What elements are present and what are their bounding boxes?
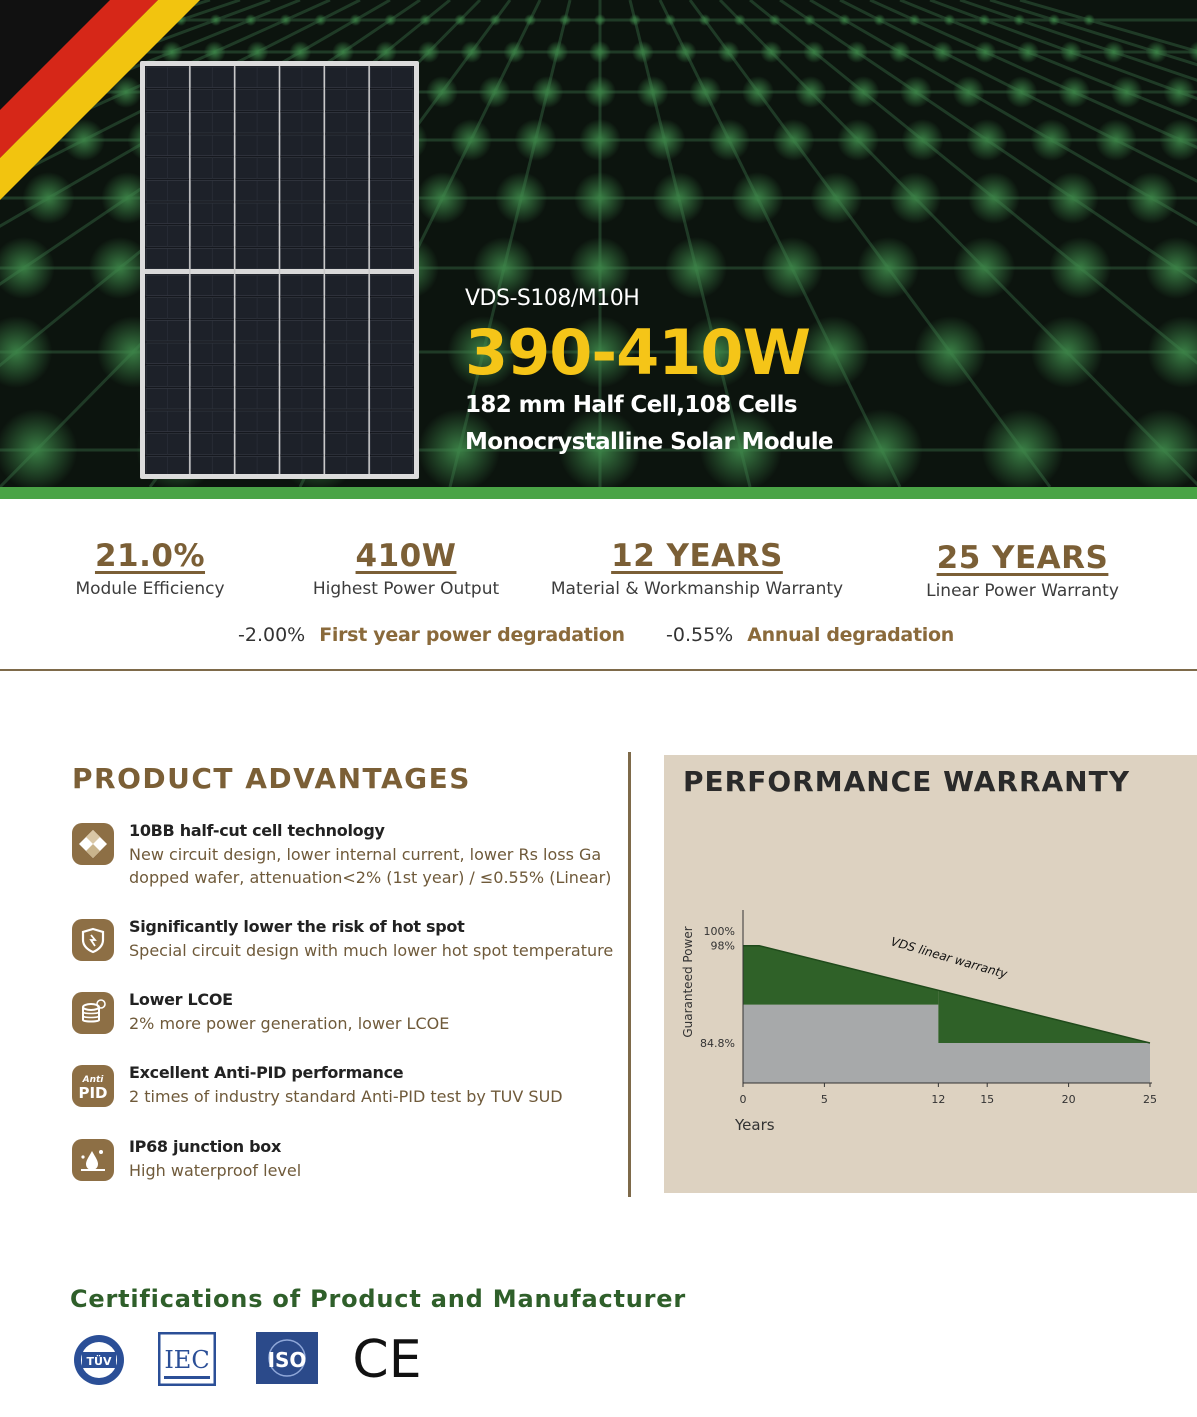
shield-icon bbox=[72, 919, 114, 961]
anti-pid-icon-text-bottom: PID bbox=[78, 1084, 108, 1102]
stat-value: 21.0% bbox=[94, 538, 206, 574]
stat-material-warranty bbox=[540, 536, 854, 602]
column-divider bbox=[628, 752, 631, 1197]
stat-label: Material & Workmanship Warranty bbox=[550, 579, 844, 599]
y-tick-label: 84.8% bbox=[700, 1037, 735, 1050]
x-tick-label: 15 bbox=[980, 1093, 995, 1106]
iso-icon bbox=[256, 1332, 318, 1384]
advantage-description: 2 times of industry standard Anti-PID test by TUV SUD bbox=[129, 1087, 563, 1106]
advantage-title: Lower LCOE bbox=[129, 990, 233, 1009]
ce-logo-text: CE bbox=[352, 1332, 422, 1384]
x-tick-label: 25 bbox=[1143, 1093, 1157, 1106]
iec-logo-text: IEC bbox=[164, 1346, 210, 1374]
advantage-title: 10BB half-cut cell technology bbox=[129, 821, 385, 840]
ce-icon bbox=[350, 1332, 424, 1384]
stat-power-warranty bbox=[910, 538, 1135, 604]
degradation-value: -2.00% bbox=[238, 624, 306, 646]
advantage-title: Excellent Anti-PID performance bbox=[129, 1063, 404, 1082]
anti-pid-icon-text-top: Anti bbox=[82, 1075, 104, 1085]
annual-degradation bbox=[666, 624, 954, 646]
advantage-description: New circuit design, lower internal current, lower Rs loss Ga dopped wafer, attenuation<2% (1st year) / ≤0.55% (Linear) bbox=[129, 845, 612, 887]
chart-xlabel: Years bbox=[735, 1116, 775, 1134]
x-tick-label: 5 bbox=[820, 1093, 828, 1106]
model-number: VDS-S108/M10H bbox=[465, 286, 640, 311]
chart-annotation: VDS linear warranty bbox=[889, 934, 1009, 982]
hero-banner bbox=[0, 0, 1197, 487]
y-tick-label: 98% bbox=[710, 939, 735, 953]
degradation-value: -0.55% bbox=[666, 624, 734, 646]
x-tick-label: 20 bbox=[1061, 1093, 1076, 1106]
x-tick-label: 0 bbox=[739, 1093, 747, 1106]
hero-divider-bar bbox=[0, 487, 1197, 499]
stat-label: Module Efficiency bbox=[75, 579, 225, 599]
y-tick-label: 100% bbox=[703, 925, 735, 938]
stat-highest-power bbox=[300, 536, 512, 602]
performance-warranty-title: PERFORMANCE WARRANTY bbox=[683, 765, 1130, 798]
coin-stack-icon bbox=[72, 992, 114, 1034]
tuv-icon bbox=[72, 1332, 126, 1388]
degradation-label: First year power degradation bbox=[319, 624, 625, 646]
stat-label: Highest Power Output bbox=[312, 579, 500, 599]
certifications-title: Certifications of Product and Manufacturer bbox=[70, 1285, 686, 1313]
power-range: 390-410W bbox=[465, 316, 810, 389]
solar-panel-image bbox=[140, 61, 419, 479]
stat-module-efficiency bbox=[50, 536, 250, 602]
advantage-description: Special circuit design with much lower hot spot temperature bbox=[129, 941, 614, 960]
stat-label: Linear Power Warranty bbox=[926, 581, 1119, 601]
stat-value: 410W bbox=[355, 538, 457, 574]
advantage-description: 2% more power generation, lower LCOE bbox=[129, 1014, 450, 1033]
tuv-logo-text: TÜV bbox=[86, 1355, 112, 1368]
linear-warranty-area-1 bbox=[743, 946, 938, 1005]
product-advantages-title: PRODUCT ADVANTAGES bbox=[72, 762, 471, 795]
advantage-description: High waterproof level bbox=[129, 1161, 302, 1180]
advantage-title: IP68 junction box bbox=[129, 1137, 282, 1156]
advantage-title: Significantly lower the risk of hot spot bbox=[129, 917, 465, 936]
degradation-label: Annual degradation bbox=[747, 624, 954, 646]
warranty-chart bbox=[664, 890, 1197, 1150]
product-subtitle-line1: 182 mm Half Cell,108 Cells bbox=[465, 392, 797, 418]
section-divider bbox=[0, 669, 1197, 671]
first-year-degradation bbox=[238, 624, 625, 646]
stat-value: 25 YEARS bbox=[936, 540, 1109, 576]
iec-icon bbox=[158, 1332, 216, 1386]
water-drop-icon bbox=[72, 1139, 114, 1181]
stat-value: 12 YEARS bbox=[611, 538, 783, 574]
half-cut-cell-icon bbox=[72, 823, 114, 865]
anti-pid-icon bbox=[72, 1065, 114, 1107]
chart-ylabel: Guaranteed Power bbox=[681, 926, 695, 1038]
iso-logo-text: ISO bbox=[267, 1348, 307, 1372]
product-subtitle-line2: Monocrystalline Solar Module bbox=[465, 429, 834, 455]
x-tick-label: 12 bbox=[931, 1093, 946, 1106]
